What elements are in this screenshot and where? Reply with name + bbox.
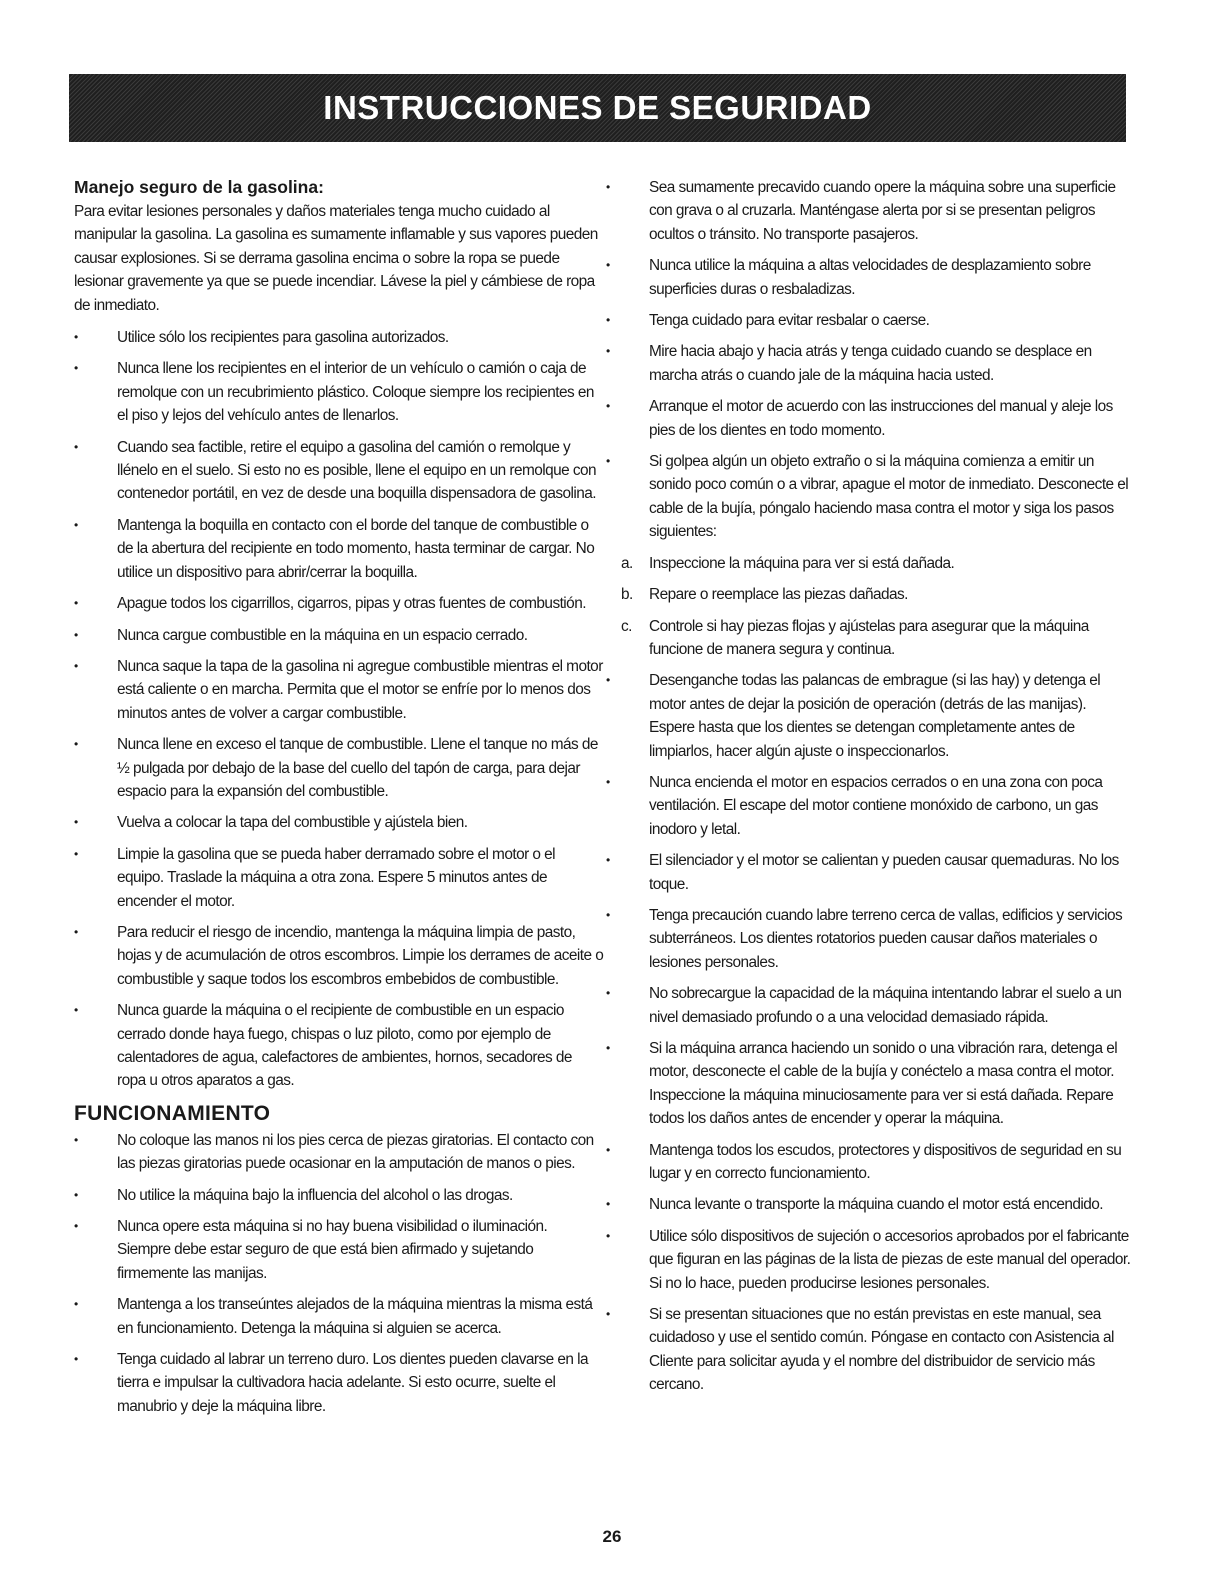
bullet-icon: • — [606, 180, 610, 194]
bullet-icon: • — [74, 361, 78, 376]
gasoline-list-item — [74, 843, 604, 913]
operation-list-item-text: Utilice sólo dispositivos de sujeción o accesorios aprobados por el fabricante que figuran en las páginas de la lista de piezas de este manual del operador. Si no lo hace, pueden producirse lesiones personales. — [649, 1227, 1131, 1292]
gasoline-list-item — [74, 357, 604, 427]
operation-list-item — [74, 1129, 604, 1176]
operation-list-item-text: Sea sumamente precavido cuando opere la máquina sobre una superficie con grava o al cruzarla. Manténgase alerta por si se presentan peligros ocultos o tránsito. No transporte pasajeros. — [649, 179, 1116, 243]
operation-list-item — [606, 1303, 1132, 1397]
operation-heading: FUNCIONAMIENTO — [74, 1101, 271, 1125]
operation-list-item — [606, 982, 1132, 1029]
operation-list-item-text: El silenciador y el motor se calientan y pueden causar quemaduras. No los toque. — [649, 852, 1119, 893]
right-column — [606, 176, 1132, 1405]
bullet-icon: • — [74, 658, 78, 673]
bullet-icon: • — [74, 439, 78, 454]
operation-list-item — [606, 771, 1132, 841]
operation-list-item — [606, 395, 1132, 442]
inspection-step — [606, 583, 1132, 606]
bullet-icon: • — [606, 1307, 610, 1322]
gasoline-list-item-text: Cuando sea factible, retire el equipo a gasolina del camión o remolque y llénelo en el suelo. Si esto no es posible, llene el equipo en un remolque con contenedor portátil, en vez de desde una boquilla dispensadora de gasolina. — [117, 438, 597, 503]
operation-list-item — [74, 1293, 604, 1340]
gasoline-list-item — [74, 733, 604, 803]
inspection-step — [606, 615, 1132, 662]
page-number: 26 — [602, 1527, 622, 1546]
page-title: INSTRUCCIONES DE SEGURIDAD — [323, 89, 872, 126]
left-column — [74, 176, 604, 1426]
operation-list-item — [606, 309, 1132, 332]
bullet-icon: • — [606, 399, 610, 414]
operation-list-item — [606, 340, 1132, 387]
inspection-step-text: Inspeccione la máquina para ver si está dañada. — [649, 554, 955, 572]
operation-list-item-text: Mantenga todos los escudos, protectores y dispositivos de seguridad en su lugar y en correcto funcionamiento. — [649, 1141, 1122, 1183]
bullet-icon: • — [74, 1132, 78, 1147]
operation-list-item-text: Mire hacia abajo y hacia atrás y tenga cuidado cuando se desplace en marcha atrás o cuando jale de la máquina hacia usted. — [649, 343, 1092, 384]
operation-list-item — [606, 176, 1132, 246]
gasoline-list-item-text: Nunca cargue combustible en la máquina en un espacio cerrado. — [117, 626, 528, 644]
operation-list-item-text: Si golpea algún un objeto extraño o si la máquina comienza a emitir un sonido poco común o a vibrar, apague el motor de inmediato. Desconecte el cable de la bujía, póngalo haciendo masa contra el motor y siga los pasos siguientes: — [649, 453, 1129, 541]
operation-list-item-text: Nunca levante o transporte la máquina cuando el motor está encendido. — [649, 1196, 1104, 1214]
gasoline-list-item-text: Apague todos los cigarrillos, cigarros, pipas y otras fuentes de combustión. — [117, 595, 586, 613]
operation-list-item-text: Tenga cuidado al labrar un terreno duro. Los dientes pueden clavarse en la tierra e impulsar la cultivadora hacia adelante. Si esto ocurre, suelte el manubrio y deje la máquina libre. — [117, 1351, 588, 1415]
gasoline-list-item — [74, 326, 604, 349]
operation-list-item-text: Si la máquina arranca haciendo un sonido o una vibración rara, detenga el motor, desconecte el cable de la bujía y conéctelo a masa contra el motor. Inspeccione la máquina minuciosamente para ver si está dañada. Repare todos los daños antes de encender y operar la máquina. — [649, 1040, 1118, 1128]
inspection-step-text: Controle si hay piezas flojas y ajústelas para asegurar que la máquina funcione de manera segura y continua. — [649, 617, 1089, 658]
section-banner — [69, 74, 1126, 142]
operation-list-item-text: No sobrecargue la capacidad de la máquina intentando labrar el suelo a un nivel demasiado profundo o a una velocidad demasiado rápida. — [649, 985, 1122, 1026]
gasoline-heading: Manejo seguro de la gasolina: — [74, 177, 324, 197]
operation-list-item-text: Arranque el motor de acuerdo con las instrucciones del manual y aleje los pies de los dientes en todo momento. — [649, 398, 1113, 439]
bullet-icon: • — [74, 330, 78, 345]
operation-list-item — [606, 904, 1132, 974]
operation-list-item — [606, 1139, 1132, 1186]
inspection-steps — [606, 552, 1132, 662]
operation-list-item-text: No coloque las manos ni los pies cerca de piezas giratorias. El contacto con las piezas giratorias puede ocasionar en la amputación de manos o pies. — [117, 1131, 594, 1173]
operation-list-item — [606, 669, 1132, 763]
operation-list-item-text: Tenga precaución cuando labre terreno cerca de vallas, edificios y servicios subterráneos. Los dientes rotatorios pueden causar daños materiales o lesiones personales. — [649, 906, 1123, 971]
gasoline-list-item — [74, 624, 604, 647]
gasoline-list-item — [74, 999, 604, 1093]
inspection-step-letter: a. — [621, 554, 633, 572]
bullet-icon: • — [606, 774, 610, 789]
operation-list-item-text: Nunca opere esta máquina si no hay buena visibilidad o iluminación. Siempre debe estar seguro de que está bien afirmado y sujetando firmemente las manijas. — [117, 1218, 548, 1282]
bullet-icon: • — [74, 1297, 78, 1312]
gasoline-list-item-text: Utilice sólo los recipientes para gasolina autorizados. — [117, 329, 449, 347]
operation-list-item-text: Nunca utilice la máquina a altas velocidades de desplazamiento sobre superficies duras o resbaladizas. — [649, 257, 1091, 298]
bullet-icon: • — [606, 853, 610, 868]
operation-list-item-text: No utilice la máquina bajo la influencia del alcohol o las drogas. — [117, 1186, 513, 1204]
operation-list-item — [606, 1225, 1132, 1295]
bullet-icon: • — [74, 596, 78, 611]
operation-list-item — [606, 849, 1132, 896]
inspection-step — [606, 552, 1132, 575]
bullet-icon: • — [74, 737, 78, 752]
gasoline-intro: Para evitar lesiones personales y daños materiales tenga mucho cuidado al manipular la gasolina. La gasolina es sumamente inflamable y sus vapores pueden causar explosiones. Si se derrama gasolina encima o sobre la ropa se puede lesionar gravemente ya que se puede incendiar. Lávese la piel y cámbiese de ropa de inmediato. — [74, 203, 598, 314]
bullet-icon: • — [606, 1041, 610, 1055]
gasoline-list-item — [74, 811, 604, 834]
gasoline-list-item-text: Mantenga la boquilla en contacto con el borde del tanque de combustible o de la abertura del recipiente en todo momento, hasta terminar de cargar. No utilice un dispositivo para abrir/cerrar la boquilla. — [117, 516, 595, 581]
bullet-icon: • — [606, 907, 610, 922]
bullet-icon: • — [606, 1228, 610, 1243]
inspection-step-letter: b. — [621, 586, 633, 604]
bullet-icon: • — [606, 986, 610, 1001]
inspection-step-letter: c. — [621, 617, 632, 635]
operation-list-continued-2 — [606, 669, 1132, 1396]
operation-list-item — [74, 1348, 604, 1418]
bullet-icon: • — [74, 924, 78, 939]
operation-list-item — [606, 1193, 1132, 1216]
operation-list-item-text: Mantenga a los transeúntes alejados de la máquina mientras la misma está en funcionamiento. Detenga la máquina si alguien se acerca. — [117, 1296, 593, 1337]
operation-list-item-text: Tenga cuidado para evitar resbalar o caerse. — [649, 312, 930, 330]
bullet-icon: • — [606, 313, 610, 328]
gasoline-list-item-text: Nunca llene los recipientes en el interior de un vehículo o camión o caja de remolque con un recubrimiento plástico. Coloque siempre los recipientes en el piso y lejos del vehículo antes de llenarlos. — [117, 360, 594, 425]
bullet-icon: • — [74, 1003, 78, 1018]
bullet-icon: • — [606, 1142, 610, 1157]
gasoline-list — [74, 326, 604, 1093]
gasoline-list-item-text: Nunca saque la tapa de la gasolina ni agregue combustible mientras el motor está caliente o en marcha. Permita que el motor se enfríe por lo menos dos minutos antes de volver a cargar combustible. — [117, 657, 603, 722]
bullet-icon: • — [74, 815, 78, 830]
bullet-icon: • — [74, 1187, 78, 1202]
gasoline-list-item-text: Nunca llene en exceso el tanque de combustible. Llene el tanque no más de ½ pulgada por debajo de la base del cuello del tapón de carga, para dejar espacio para la expansión del combustible. — [117, 736, 598, 800]
gasoline-list-item-text: Limpie la gasolina que se pueda haber derramado sobre el motor o el equipo. Traslade la máquina a otra zona. Espere 5 minutos antes de encender el motor. — [117, 845, 555, 910]
bullet-icon: • — [74, 846, 78, 861]
operation-list-continued — [606, 176, 1132, 544]
operation-list-item — [74, 1184, 604, 1207]
gasoline-list-item-text: Para reducir el riesgo de incendio, mantenga la máquina limpia de pasto, hojas y de acumulación de otros escombros. Limpie los derrames de aceite o combustible y saque todos los escombros embebidos de combustible. — [117, 923, 604, 988]
bullet-icon: • — [74, 1352, 78, 1367]
bullet-icon: • — [74, 1219, 78, 1234]
operation-list — [74, 1129, 604, 1418]
gasoline-list-item-text: Nunca guarde la máquina o el recipiente de combustible en un espacio cerrado donde haya fuego, chispas o luz piloto, como por ejemplo de calentadores de agua, calefactores de ambientes, hornos, secadores de ropa u otros aparatos a gas. — [117, 1002, 572, 1090]
operation-list-item — [606, 450, 1132, 544]
gasoline-list-item — [74, 514, 604, 584]
gasoline-list-item — [74, 592, 604, 615]
operation-list-item-text: Desenganche todas las palancas de embrague (si las hay) y detenga el motor antes de dejar la posición de operación (detrás de las manijas). Espere hasta que los dientes se detengan completamente antes de limpiarlos, hacer algún ajuste o inspeccionarlos. — [649, 672, 1101, 760]
operation-list-item-text: Nunca encienda el motor en espacios cerrados o en una zona con poca ventilación. El escape del motor contiene monóxido de carbono, un gas inodoro y letal. — [649, 773, 1103, 838]
bullet-icon: • — [74, 627, 78, 642]
bullet-icon: • — [606, 1197, 610, 1212]
operation-list-item — [606, 1037, 1132, 1131]
bullet-icon: • — [606, 258, 610, 273]
operation-list-item-text: Si se presentan situaciones que no están previstas en este manual, sea cuidadoso y use el sentido común. Póngase en contacto con Asistencia al Cliente para solicitar ayuda y el nombre del distribuidor de servicio más cercano. — [649, 1306, 1114, 1394]
operation-list-item — [74, 1215, 604, 1285]
gasoline-list-item — [74, 436, 604, 506]
bullet-icon: • — [606, 454, 610, 469]
bullet-icon: • — [74, 517, 78, 532]
gasoline-list-item — [74, 655, 604, 725]
gasoline-list-item — [74, 921, 604, 991]
gasoline-list-item-text: Vuelva a colocar la tapa del combustible y ajústela bien. — [117, 814, 468, 832]
bullet-icon: • — [606, 673, 610, 688]
inspection-step-text: Repare o reemplace las piezas dañadas. — [649, 586, 908, 604]
bullet-icon: • — [606, 344, 610, 359]
operation-list-item — [606, 254, 1132, 301]
